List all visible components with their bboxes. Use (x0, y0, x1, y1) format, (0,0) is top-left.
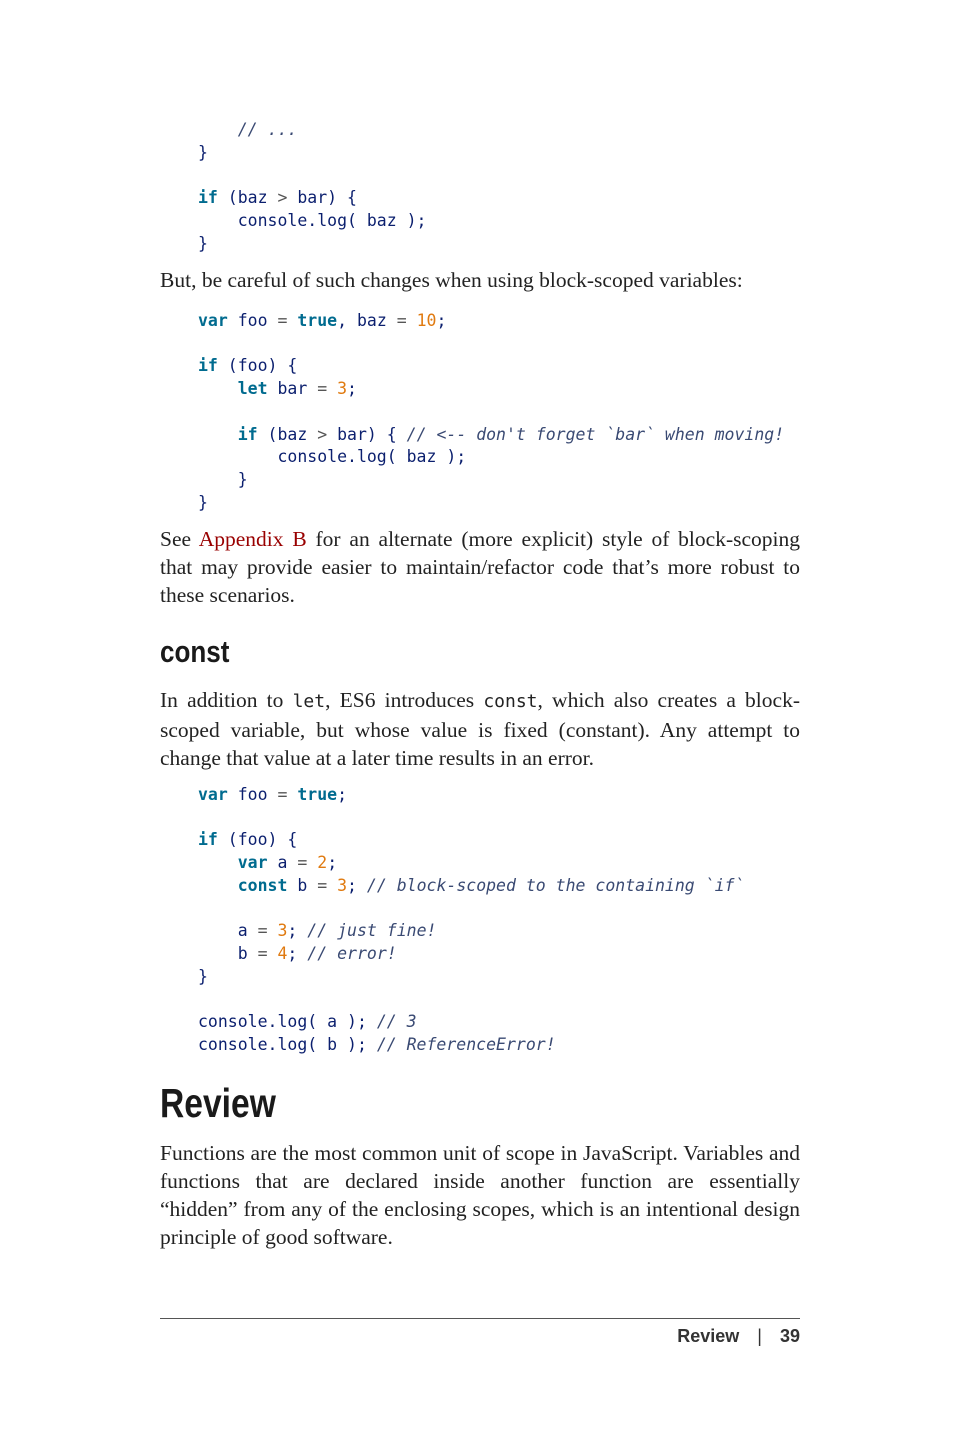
code-line: } (198, 142, 208, 162)
code-block-3 (198, 784, 744, 1056)
section-heading-const: const (160, 634, 230, 669)
code-line: console.log( baz ); (198, 447, 467, 467)
appendix-b-link[interactable]: Appendix B (198, 527, 307, 551)
page-number: 39 (779, 1326, 800, 1346)
code-line: } (198, 469, 248, 489)
paragraph-text: for an alternate (more explicit) style of block-scoping that may provide easier to maintain/refactor code that’s more robust to these scenarios. (160, 527, 800, 607)
code-block-1 (198, 119, 426, 255)
code-block-2 (198, 310, 784, 514)
code-line: a = 3; // just fine! (198, 921, 437, 941)
code-line: console.log( baz ); (198, 210, 427, 230)
code-line: b = 4; // error! (198, 943, 397, 963)
code-line: } (198, 966, 208, 986)
code-line: let bar = 3; (237, 379, 357, 399)
paragraph-text: , which also creates a block-scoped variable, but whose value is fixed (constant). Any attempt to change that value at a later time results in an error. (160, 688, 800, 770)
paragraph-text: See (160, 527, 199, 551)
code-line: if (baz > bar) { // <-- don't forget `bar` when moving! (237, 424, 785, 444)
footer-section-title: Review (677, 1326, 740, 1346)
code-line: console.log( a ); // 3 (198, 1012, 417, 1032)
code-line: } (198, 233, 208, 253)
code-line: if (baz > bar) { (198, 188, 357, 208)
code-line: var a = 2; (237, 853, 338, 873)
paragraph-careful: But, be careful of such changes when using block-scoped variables: (160, 268, 743, 292)
paragraph-text: In addition to (160, 688, 293, 712)
code-line: if (foo) { (198, 830, 298, 850)
code-line: } (198, 492, 208, 512)
section-heading-review: Review (160, 1080, 276, 1126)
code-line: console.log( b ); // ReferenceError! (198, 1034, 556, 1054)
code-line: const b = 3; // block-scoped to the containing `if` (237, 875, 745, 895)
paragraph-const-intro (160, 686, 800, 772)
paragraph-appendix-reference (160, 525, 800, 609)
inline-code-const: const (483, 691, 538, 712)
code-line: // ... (237, 120, 298, 139)
code-line: var foo = true; (198, 785, 348, 804)
page-footer (677, 1326, 800, 1347)
inline-code-let: let (292, 691, 326, 712)
paragraph-review: Functions are the most common unit of scope in JavaScript. Variables and functions that are declared inside another function are essentially “hidden” from any of the enclosing scopes, which is an intentional design principle of good software. (160, 1141, 800, 1249)
paragraph-text: , ES6 introduces (325, 688, 484, 712)
code-line: var foo = true, baz = 10; (198, 311, 447, 330)
footer-divider (160, 1318, 800, 1319)
footer-separator: | (757, 1326, 762, 1346)
code-line: if (foo) { (198, 356, 298, 376)
